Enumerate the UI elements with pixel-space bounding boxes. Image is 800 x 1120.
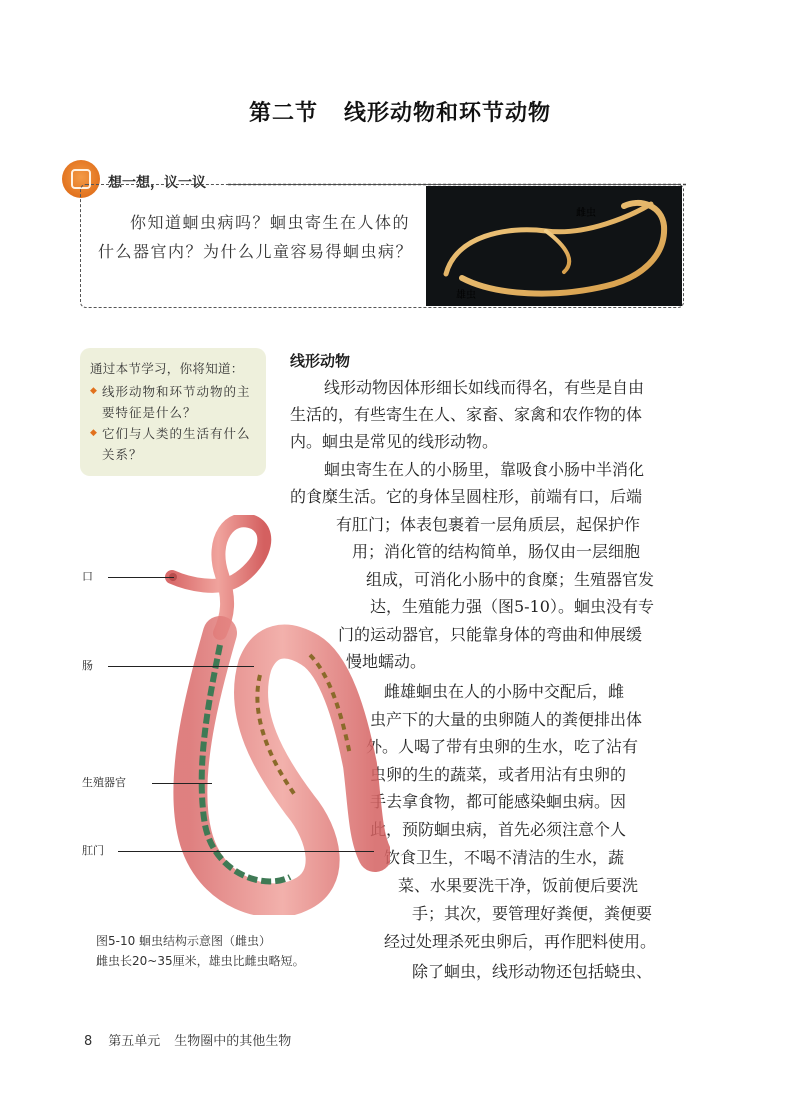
unit-title: 生物圈中的其他生物 [174, 1034, 292, 1049]
learning-objectives [80, 348, 266, 476]
callout-mouth: 口 [82, 570, 93, 583]
body-line: 组成，可消化小肠中的食糜；生殖器官发 [366, 570, 655, 589]
callout-line [152, 783, 212, 784]
body-line: 除了蛔虫，线形动物还包括蛲虫、 [412, 962, 653, 981]
body-line: 的食糜生活。它的身体呈圆柱形，前端有口，后端 [290, 487, 643, 506]
section-number: 第二节 [248, 101, 318, 126]
body-line: 经过处理杀死虫卵后，再作肥料使用。 [384, 932, 657, 951]
body-line: 用；消化管的结构简单，肠仅由一层细胞 [352, 542, 641, 561]
roundworm-photo [426, 186, 682, 306]
callout-line [118, 851, 374, 852]
callout-anus: 肛门 [82, 844, 104, 857]
body-line: 门的运动器官，只能靠身体的弯曲和伸展缓 [338, 625, 643, 644]
body-line: 虫卵的生的蔬菜，或者用沾有虫卵的 [370, 765, 627, 784]
discuss-heading: 想一想，议一议 [108, 175, 206, 191]
body-line: 达，生殖能力强（图5-10）。蛔虫没有专 [370, 597, 654, 616]
body-line: 有肛门；体表包裹着一层角质层，起保护作 [336, 515, 641, 534]
objective-item: ◆ 线形动物和环节动物的主要特征是什么？ [90, 381, 256, 423]
objectives-intro: 通过本节学习，你将知道： [90, 361, 244, 376]
section-name: 线形动物和环节动物 [344, 101, 552, 126]
photo-label-male: 雄虫 [456, 290, 476, 301]
body-line: 雌雄蛔虫在人的小肠中交配后，雌 [384, 682, 625, 701]
caption-note: 雌虫长20~35厘米，雄虫比雌虫略短。 [96, 954, 305, 968]
body-line: 此，预防蛔虫病，首先必须注意个人 [370, 820, 627, 839]
callout-reproductive: 生殖器官 [82, 776, 126, 789]
roundworm-diagram [150, 515, 390, 915]
callout-line [108, 577, 174, 578]
callout-intestine: 肠 [82, 659, 93, 672]
discuss-question: 你知道蛔虫病吗？蛔虫寄生在人体的什么器官内？为什么儿童容易得蛔虫病？ [98, 213, 414, 261]
body-line: 生活的，有些寄生在人、家畜、家禽和农作物的体 [290, 405, 643, 424]
body-line: 饮食卫生，不喝不清洁的生水，蔬 [384, 848, 625, 867]
unit-number: 第五单元 [108, 1034, 161, 1049]
figure-caption [96, 931, 305, 971]
photo-label-female: 雌虫 [576, 208, 596, 219]
page-footer [84, 1030, 291, 1049]
body-line: 手；其次，要管理好粪便，粪便要 [412, 904, 653, 923]
body-line: 虫产下的大量的虫卵随人的粪便排出体 [370, 710, 643, 729]
callout-line [108, 666, 254, 667]
section-title [0, 96, 800, 127]
body-line: 线形动物因体形细长如线而得名，有些是自由 [324, 378, 645, 397]
body-line: 外。人喝了带有虫卵的生水，吃了沾有 [366, 737, 639, 756]
caption-title: 图5-10 蛔虫结构示意图（雌虫） [96, 934, 272, 948]
objective-item: ◆ 它们与人类的生活有什么关系？ [90, 423, 256, 465]
body-line: 内。蛔虫是常见的线形动物。 [290, 432, 499, 451]
body-line: 慢地蠕动。 [346, 652, 427, 671]
body-line: 菜、水果要洗干净，饭前便后要洗 [398, 876, 639, 895]
body-line: 手去拿食物，都可能感染蛔虫病。因 [370, 792, 627, 811]
body-line: 蛔虫寄生在人的小肠里，靠吸食小肠中半消化 [324, 460, 645, 479]
subsection-heading: 线形动物 [290, 352, 351, 370]
page-number: 8 [84, 1034, 93, 1049]
